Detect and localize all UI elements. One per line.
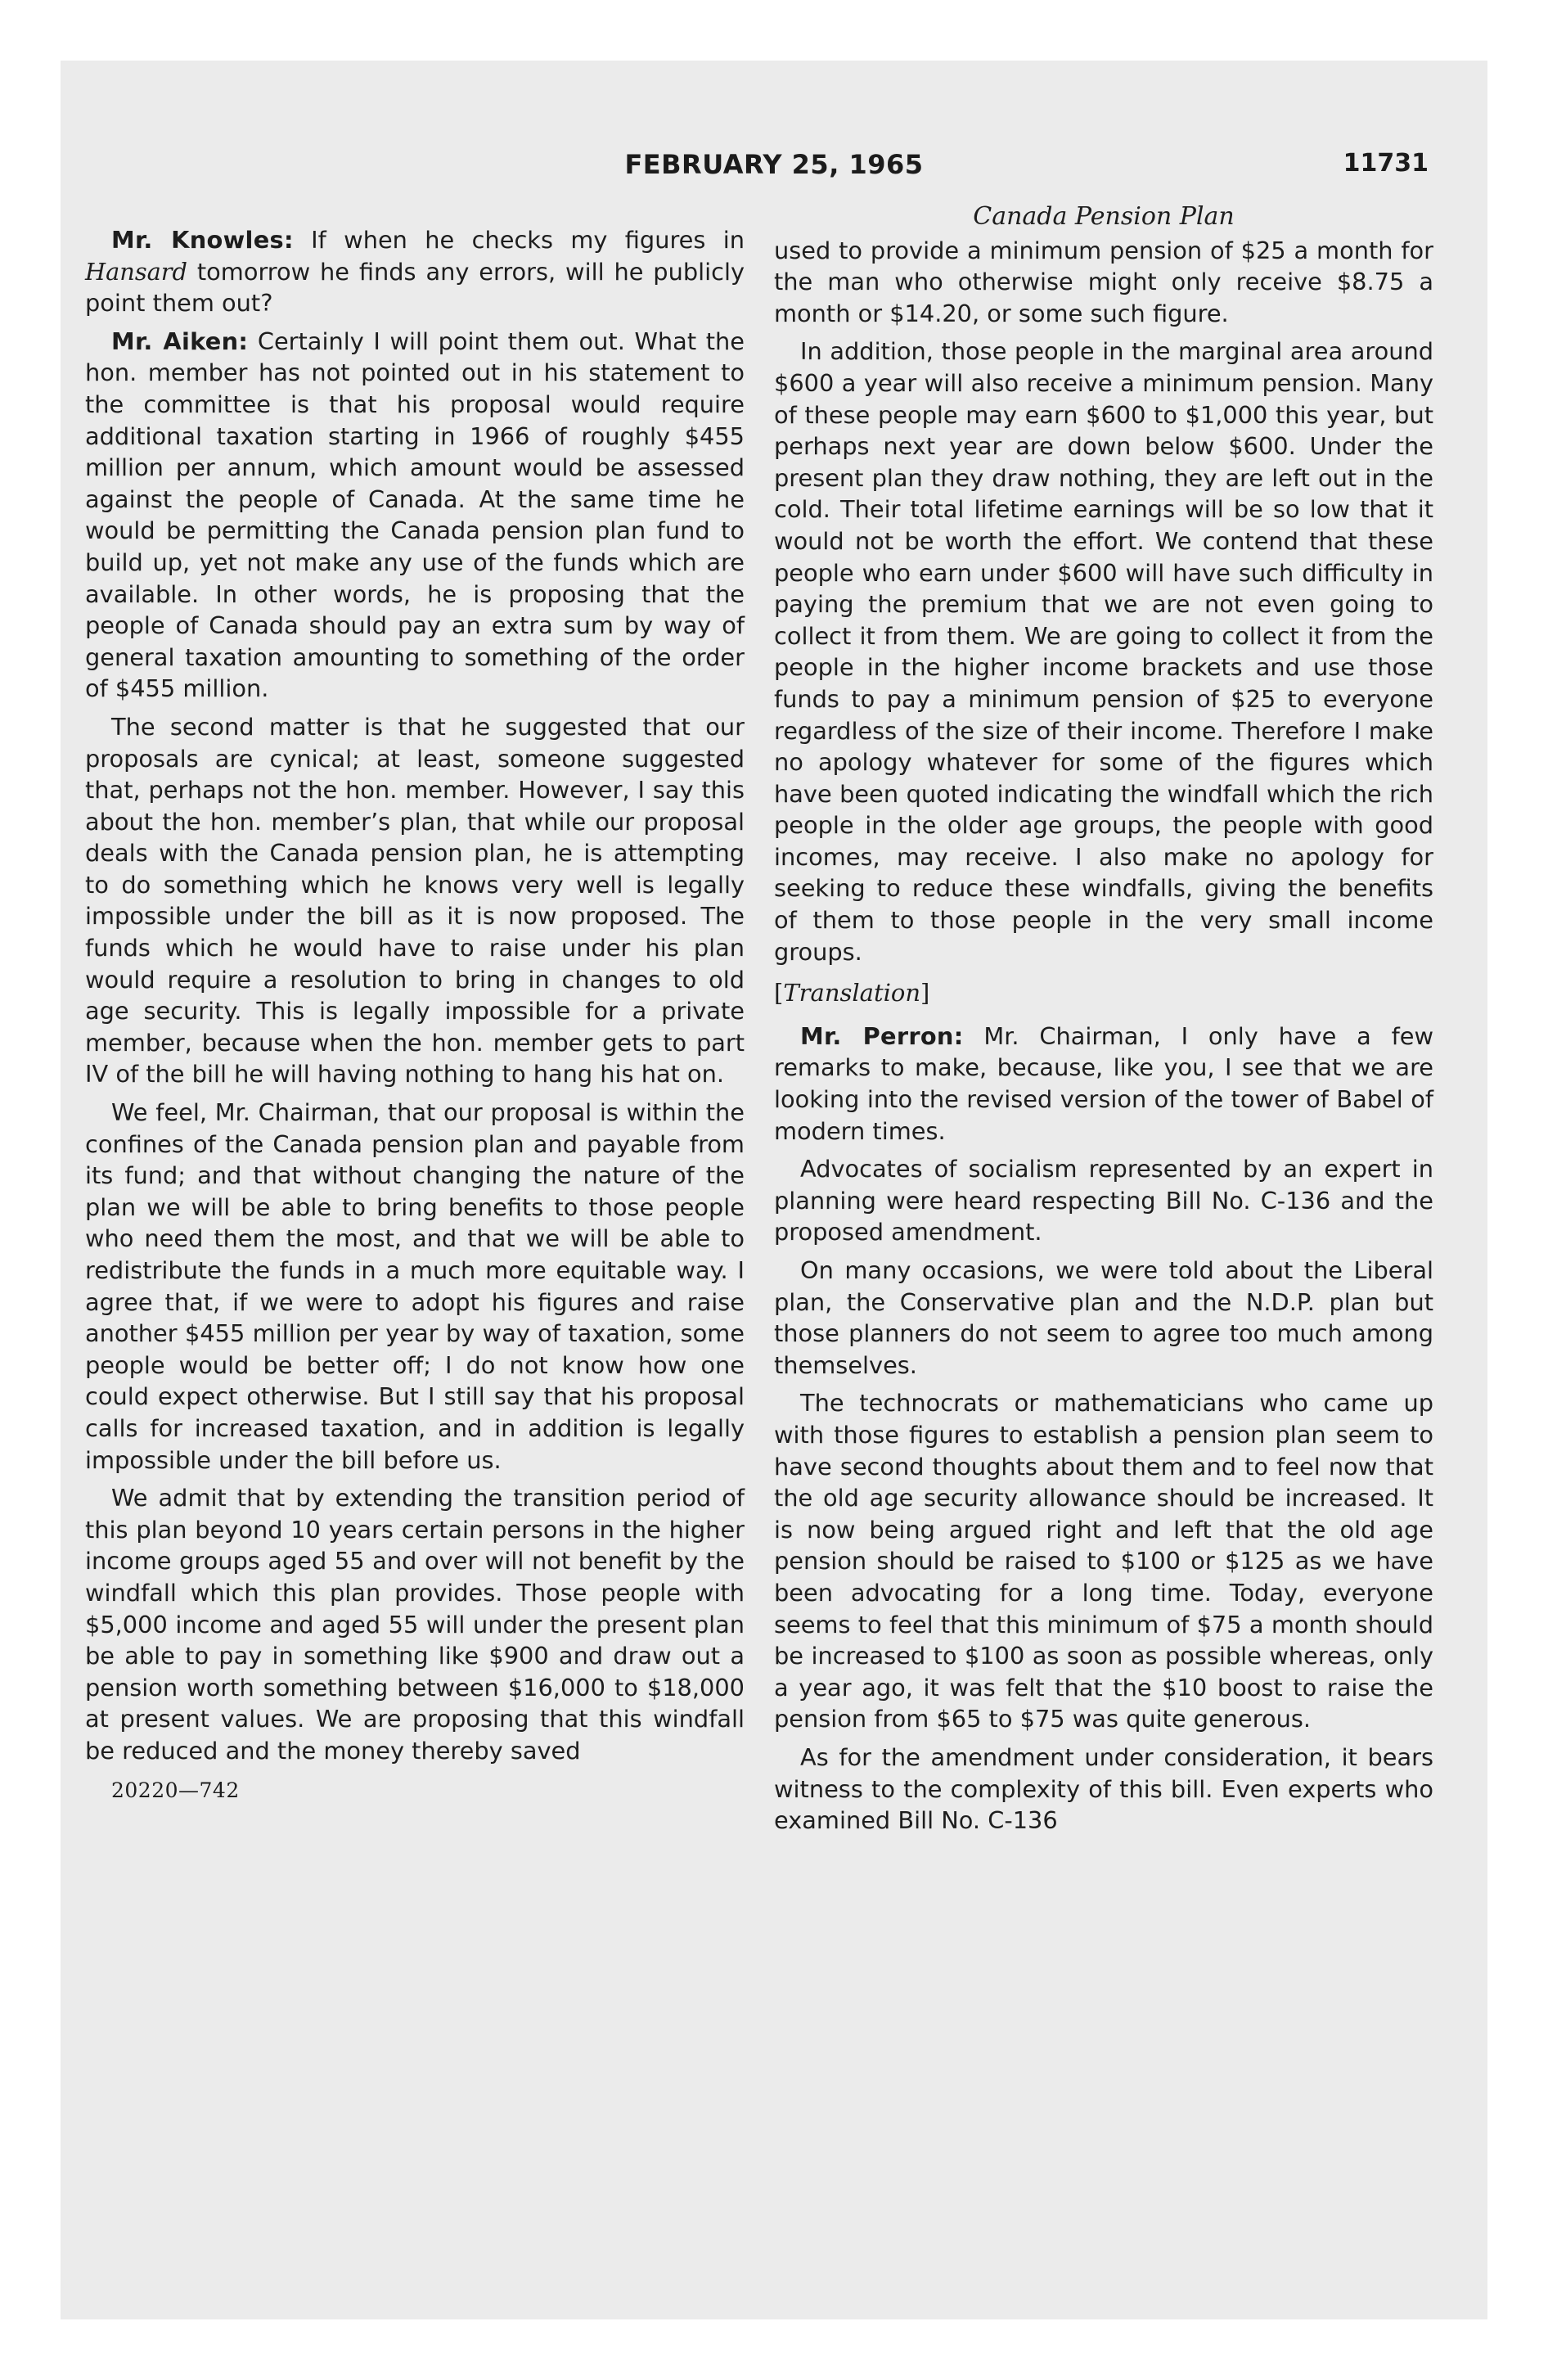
page-header bbox=[61, 149, 1487, 190]
speaker-name: Mr. Aiken: bbox=[111, 327, 249, 355]
paragraph: The technocrats or mathematicians who came up with those figures to establish a pension plan seem to have second thoughts about them and to feel now that the old age security allowance should be increased. It is now being argued right and left that the old age pension should be raised to $100 or $125 as we have been advocating for a long time. Today, everyone seems to feel that this minimum of $75 a month should be increased to $100 as soon as possible whereas, only a year ago, it was felt that the $10 boost to raise the pension from $65 to $75 was quite generous. bbox=[774, 1389, 1433, 1733]
right-column bbox=[774, 201, 1433, 1843]
left-column bbox=[85, 224, 745, 1806]
paragraph: We feel, Mr. Chairman, that our proposal is within the confines of the Canada pension plan and payable from its fund; and that without changing the nature of the plan we will be able to bring benefits to those people who need them the most, and that we will be able to redistribute the funds in a much more equitable way. I agree that, if we were to adopt his figures and raise another $455 million per year by way of taxation, some people would be better off; I do not know how one could expect otherwise. But I still say that his proposal calls for increased taxation, and in addition is legally impossible under the bill before us. bbox=[85, 1098, 745, 1474]
running-title: Canada Pension Plan bbox=[973, 202, 1235, 231]
paragraph: Advocates of socialism represented by an expert in planning were heard respecting Bill No. C-136 and the proposed amendment. bbox=[774, 1155, 1433, 1246]
paragraph-text: tomorrow he finds any errors, will he publicly point them out? bbox=[85, 257, 745, 318]
page-number: 11731 bbox=[1343, 149, 1429, 178]
speaker-name: Mr. Knowles: bbox=[111, 226, 294, 254]
page-date: FEBRUARY 25, 1965 bbox=[624, 149, 924, 180]
footer-code: 20220—742 bbox=[111, 1778, 240, 1802]
paragraph bbox=[85, 326, 745, 705]
document-page bbox=[61, 61, 1487, 2319]
translation-marker: [Translation] bbox=[774, 979, 930, 1007]
paragraph: The second matter is that he suggested that our proposals are cynical; at least, someone suggested that, perhaps not the hon. member. However, I say this about the hon. member’s plan, that while our proposal deals with the Canada pension plan, he is attempting to do something which he knows very well is legally impossible under the bill as it is now proposed. The funds which he would have to raise under his plan would require a resolution to bring in changes to old age security. This is legally impossible for a private member, because when the hon. member gets to part IV of the bill he will having nothing to hang his hat on. bbox=[85, 712, 745, 1089]
speaker-name: Mr. Perron: bbox=[800, 1021, 964, 1050]
translation-label: Translation bbox=[783, 979, 921, 1007]
paragraph-text: Certainly I will point them out. What the hon. member has not pointed out in his statement to the committee is that his proposal would require additional taxation starting in 1966 of roughly $455 million per annum, which amount would be assessed against the people of Canada. At the same time he would be permitting the Canada pension plan fund to build up, yet not make any use of the funds which are available. In other words, he is proposing that the people of Canada should pay an extra sum by way of general taxation amounting to something of the order of $455 million. bbox=[85, 327, 745, 703]
paragraph bbox=[85, 224, 745, 319]
paragraph-text: If when he checks my figures in bbox=[293, 226, 745, 254]
paragraph: We admit that by extending the transition period of this plan beyond 10 years certain persons in the higher income groups aged 55 and over will not benefit by the windfall which this plan provides. Those people with $5,000 income and aged 55 will under the present plan be able to pay in something like $900 and draw out a pension worth something between $16,000 to $18,000 at present values. We are proposing that this windfall be reduced and the money thereby saved bbox=[85, 1484, 745, 1765]
paragraph: In addition, those people in the marginal area around $600 a year will also receive a minimum pension. Many of these people may earn $600 to $1,000 this year, but perhaps next year are down below $600. Under the present plan they draw nothing, they are left out in the cold. Their total lifetime earnings will be so low that it would not be worth the effort. We contend that these people who earn under $600 will have such difficulty in paying the premium that we are not even going to collect it from them. We are going to collect it from the people in the higher income brackets and use those funds to pay a minimum pension of $25 to everyone regardless of the size of their income. Therefore I make no apology whatever for some of the figures which have been quoted indicating the windfall which the rich people in the older age groups, the people with good incomes, may receive. I also make no apology for seeking to reduce these windfalls, giving the benefits of them to those people in the very small income groups. bbox=[774, 337, 1433, 966]
paragraph: As for the amendment under consideration, it bears witness to the complexity of this bill. Even experts who examined Bill No. C-136 bbox=[774, 1742, 1433, 1835]
paragraph bbox=[774, 1021, 1433, 1147]
paragraph: On many occasions, we were told about the Liberal plan, the Conservative plan and the N.D.P. plan but those planners do not seem to agree too much among themselves. bbox=[774, 1256, 1433, 1379]
italic-text: Hansard bbox=[85, 257, 187, 286]
paragraph: used to provide a minimum pension of $25 a month for the man who otherwise might only receive $8.75 a month or $14.20, or some such figure. bbox=[774, 236, 1433, 327]
paragraph-text: Mr. Chairman, I only have a few remarks to make, because, like you, I see that we are looking into the revised version of the tower of Babel of modern times. bbox=[774, 1021, 1434, 1145]
